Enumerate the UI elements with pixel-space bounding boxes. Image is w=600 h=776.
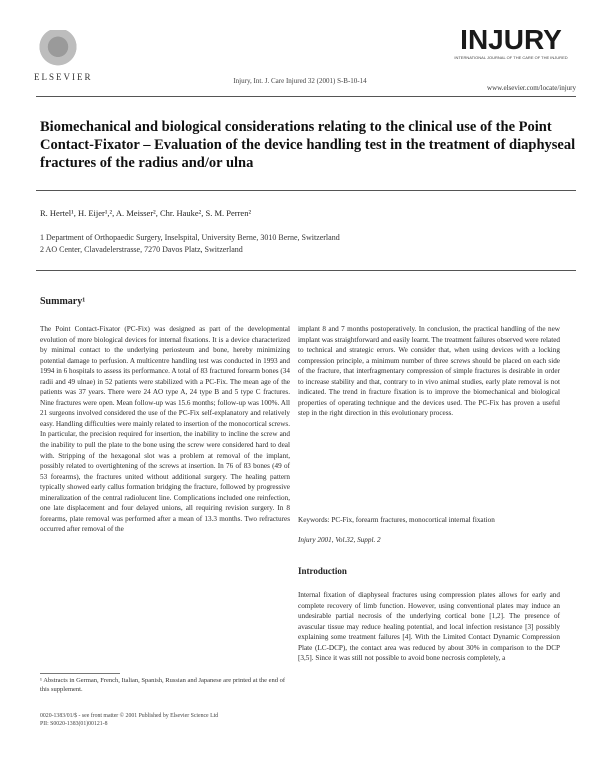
header-rule xyxy=(36,96,576,97)
author-list: R. Hertel¹, H. Eijer¹,², A. Meisser², Chr. Hauke², S. M. Perren² xyxy=(40,208,251,218)
introduction-heading: Introduction xyxy=(298,566,347,576)
pii-line: PII: S0020-1383(01)00121-8 xyxy=(40,721,108,727)
footnote-rule xyxy=(40,673,120,674)
summary-left-column: The Point Contact-Fixator (PC-Fix) was designed as part of the developmental evolution of more biological devices for internal fixations. It is a device characterized by minimal contact to the underlying periosteum and bone, hereby minimizing potential damage to perfusion. A multicentre handling test was conducted in 1993 and 1994 in 6 hospitals to assess its performance. A total of 83 fractured forearm bones (34 radii and 49 ulnae) in 52 patients were stabilized with a PC-Fix. The mean age of the patients was 37 years. There were 24 AO type A, 24 type B and 5 type C fractures. Nine fractures were open. Mean follow-up was 15.6 months; follow-up was 100%. All 21 surgeons involved considered the use of the PC-Fix self-explanatory and relatively easy. Handling difficulties were mainly related to insertion of the monocortical screws. In particular, the precision required for insertion, the inability to incline the screw and the inability to pull the plate to the bone using the screw were considered hard to deal with. Stripping of the hexagonal slot was a problem at removal of the implant, possibly related to overtightening of the screws at insertion. In 76 of 83 bones (49 of 53 forearms), the fractures united without additional surgery. The healing pattern typically showed early callus formation bridging the fracture, followed by progressive mineralization of the central radiolucent line. Complications included one reinfection, one late displacement and four delayed unions, all requiring revision surgery. In 8 forearms, plate removal was performed after a mean of 13.3 months. Two refractures occurred after removal of the xyxy=(40,325,290,534)
journal-reference: Injury, Int. J. Care Injured 32 (2001) S-B-10-14 xyxy=(233,77,367,85)
summary-heading: Summary¹ xyxy=(40,296,86,307)
article-title: Biomechanical and biological considerations relating to the clinical use of the Point Contact-Fixator – Evaluation of the device handling test in the treatment of diaphyseal fractures of the radius and/or ulna xyxy=(40,119,576,171)
footnote: ¹ Abstracts in German, French, Italian, Spanish, Russian and Japanese are printed at the end of this supplement. xyxy=(40,677,286,693)
keywords: Keywords: PC-Fix, forearm fractures, monocortical internal fixation xyxy=(298,516,495,524)
copyright-block xyxy=(40,712,340,728)
elsevier-tree-logo-icon xyxy=(36,30,80,72)
journal-website-link[interactable]: www.elsevier.com/locate/injury xyxy=(487,84,576,92)
affiliation-rule xyxy=(36,270,576,271)
journal-logo-tagline: INTERNATIONAL JOURNAL OF THE CARE OF THE INJURED xyxy=(454,56,568,60)
affiliation-1: 1 Department of Orthopaedic Surgery, Inselspital, University Berne, 3010 Berne, Switzerland xyxy=(40,233,340,242)
publisher-name: ELSEVIER xyxy=(34,72,93,82)
summary-right-column: implant 8 and 7 months postoperatively. In conclusion, the practical handling of the new implant was straightforward and easily learnt. The treatment failures observed were related to technical and strategic errors. We consider that, when using devices with a locking compression principle, a minimum number of three screws should be placed on each side of the fracture, that interfragmentary compression of simple fractures is desirable in order to increase stability and that, contrary to in vivo animal studies, early plate removal is not indicated. The trend in fracture fixation is to improve the biomechanical and biological properties of operating technique and the devices used. The PC-Fix has proven a useful step in the right direction in this evolutionary process. xyxy=(298,325,560,418)
introduction-text: Internal fixation of diaphyseal fractures using compression plates allows for early and complete recovery of limb function. However, using conventional plates may induce an undesirable partial necrosis of the underlying cortical bone [1,2]. The presence of avascular tissue may reduce healing potential, and local infection resistance [3] possibly explaining some treatment failures [4]. With the Limited Contact Dynamic Compression Plate (LC-DCP), the contact area was reduced by about 30% in comparison to the DCP [3,5]. Since it was still not possible to avoid bone necrosis completely, a xyxy=(298,591,560,663)
issn-line: 0020-1383/01/$ - see front matter © 2001 Published by Elsevier Science Ltd xyxy=(40,713,219,719)
affiliation-2: 2 AO Center, Clavadelerstrasse, 7270 Davos Platz, Switzerland xyxy=(40,245,243,254)
journal-citation: Injury 2001, Vol.32, Suppl. 2 xyxy=(298,536,381,544)
title-rule xyxy=(36,190,576,191)
journal-logo: INJURY xyxy=(460,24,562,55)
